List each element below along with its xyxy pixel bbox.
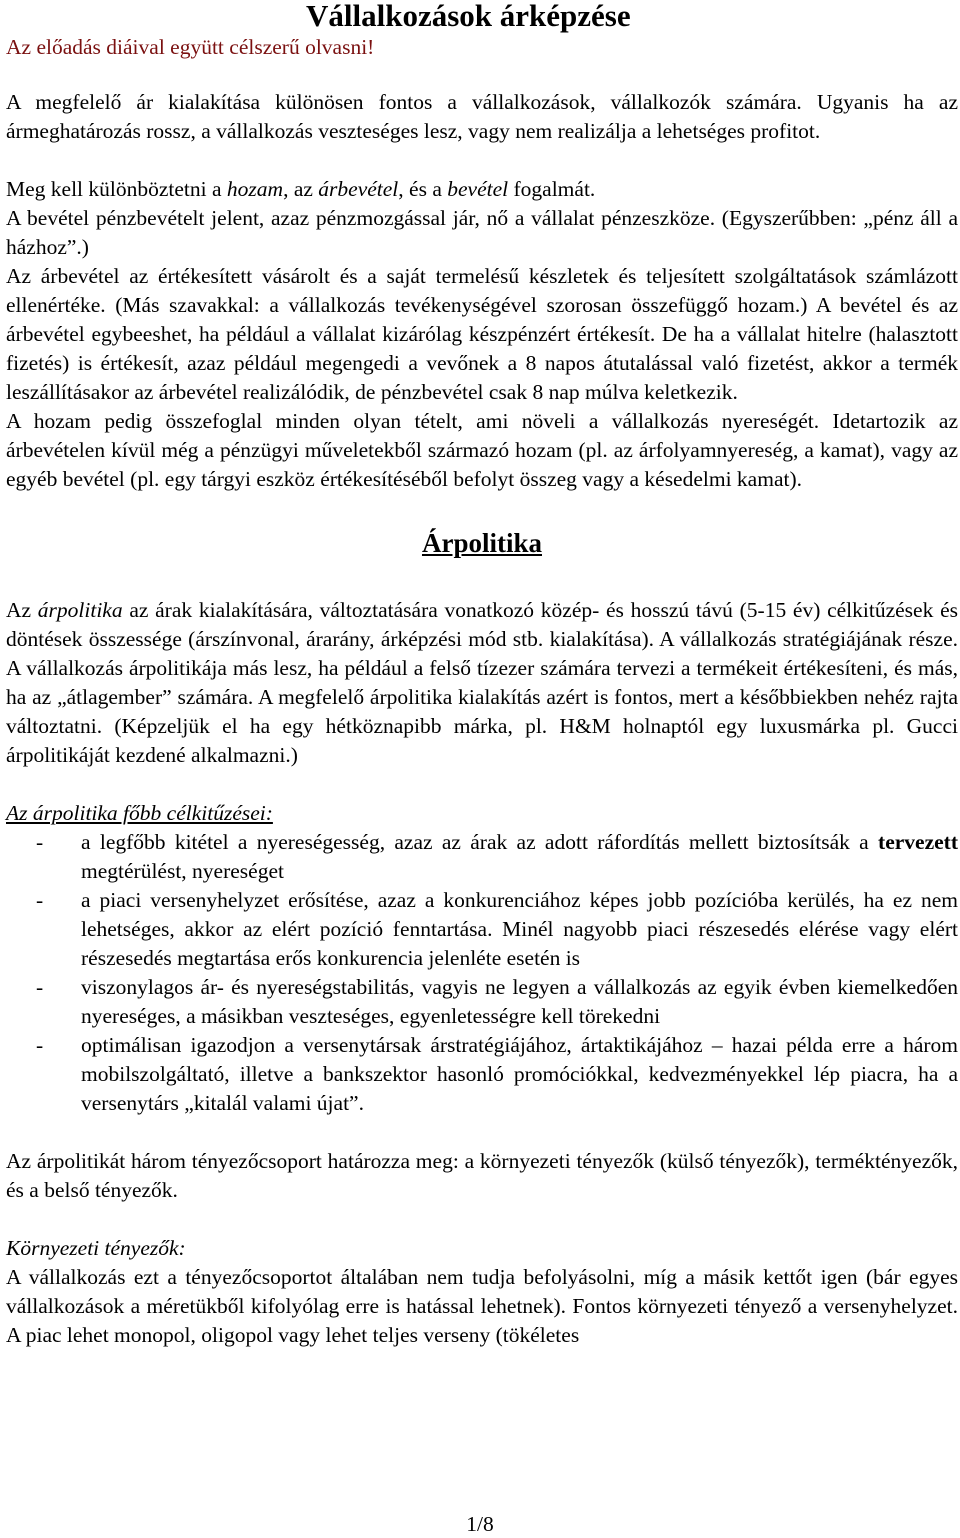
section-heading-arpolitika: Árpolitika [421,528,542,558]
list-dash: - [36,830,44,854]
paragraph-hozam: A hozam pedig összefoglal minden olyan tételt, ami növeli a vállalkozás nyereségét. Idetartozik az árbevételen kívül még a pénzügyi műveletekből származó hozam (pl. az árfolyamnyereség, a kamat), vagy az egyéb bevétel (pl. egy tárgyi eszköz értékesítéséből befolyt összeg vagy a késedelmi kamat). [6,409,958,491]
list-dash: - [36,975,44,999]
paragraph-bevetel: A bevétel pénzbevételt jelent, azaz pénzmozgással jár, nő a vállalat pénzeszköze. (Egyszerűbben: „pénz áll a házhoz”.) [6,206,958,259]
list-item: - optimálisan igazodjon a versenytársak árstratégiájához, ártaktikájához – hazai példa erre a három mobilszolgáltató, illetve a bankszektor hasonló promóciókkal, kedvezményekkel lép piacra, ha a versenytárs „kitalál valami újat”. [36,1033,958,1115]
paragraph-arbevetel: Az árbevétel az értékesített vásárolt és a saját termelésű készletek és teljesített szolgáltatások számlázott ellenértéke. (Más szavakkal: a vállalkozás tevékenységével szorosan összefüggő hozam.) A bevétel és az árbevétel egybeeshet, ha például a vállalat kizárólag készpénzért értékesít. De ha a vállalat hitelre (halasztott fizetés) is értékesít, azaz például megengedi a vevőnek a 8 napos átutalással való fizetést, akkor a termék leszállításakor az árbevétel realizálódik, de pénzbevétel csak 8 nap múlva keletkezik. [6,264,958,404]
document-body [6,88,958,1350]
document-title: Vállalkozások árképzése [306,0,631,33]
term-arpolitika: árpolitika [37,598,123,622]
paragraph-intro: A megfelelő ár kialakítása különösen fontos a vállalkozások, vállalkozók számára. Ugyanis ha az ármeghatározás rossz, a vállalkozás veszteséges lesz, vagy nem realizálja a lehetséges profitot. [6,90,958,143]
paragraph-factors: Az árpolitikát három tényezőcsoport határozza meg: a környezeti tényezők (külső tényezők), terméktényezők, és a belső tényezők. [6,1149,958,1202]
goals-heading: Az árpolitika főbb célkitűzései: [6,801,273,825]
list-item: - viszonylagos ár- és nyereségstabilitás, vagyis ne legyen a vállalkozás az egyik évben kiemelkedően nyereséges, a másikban veszteséges, egyenletességre kell törekedni [36,975,958,1028]
list-item: - a legfőbb kitétel a nyereségesség, azaz az árak az adott ráfordítás mellett biztosítsák a tervezett megtérülést, nyereséget [36,830,958,883]
list-item: - a piaci versenyhelyzet erősítése, azaz a konkurenciához képes jobb pozícióba kerülés, ha ez nem lehetséges, akkor az elért pozíció fenntartása. Minél nagyobb piaci részesedés elérése vagy elért részesedés megtartása erős konkurencia jelenléte esetén is [36,888,958,970]
page-number: 1/8 [466,1512,494,1536]
term-hozam: hozam [226,177,284,201]
list-dash: - [36,1033,44,1057]
term-arbevetel: árbevétel [318,177,399,201]
list-dash: - [36,888,44,912]
goals-list [6,828,958,1118]
paragraph-definitions: Meg kell különböztetni a hozam, az árbevétel, és a bevétel fogalmát. [6,177,596,201]
term-bevetel: bevétel [447,177,509,201]
paragraph-arpolitika: Az árpolitika az árak kialakítására, változtatására vonatkozó közép- és hosszú távú (5-15 év) célkitűzések és döntések összessége (árszínvonal, árarány, árképzési mód stb. kialakítása). A vállalkozás stratégiájának része. A vállalkozás árpolitikája más lesz, ha például a felső tízezer számára tervezi a termékeit értékesíteni, és más, ha az „átlagember” számára. A megfelelő árpolitika kialakítás azért is fontos, mert a későbbiekben nehéz rajta változtatni. (Képzeljük el ha egy hétköznapibb márka, pl. H&M holnaptól egy luxusmárka pl. Gucci árpolitikáját kezdené alkalmazni.) [6,598,958,767]
paragraph-env-factors: A vállalkozás ezt a tényezőcsoportot általában nem tudja befolyásolni, míg a másik kettőt igen (bár egyes vállalkozások a méretükből kifolyólag erre is hatással lehetnek). Fontos környezeti tényező a versenyhelyzet. A piac lehet monopol, oligopol vagy lehet teljes verseny (tökéletes [6,1265,958,1347]
env-factors-heading: Környezeti tényezők: [6,1236,186,1260]
reading-note: Az előadás diáival együtt célszerű olvasni! [6,35,375,59]
